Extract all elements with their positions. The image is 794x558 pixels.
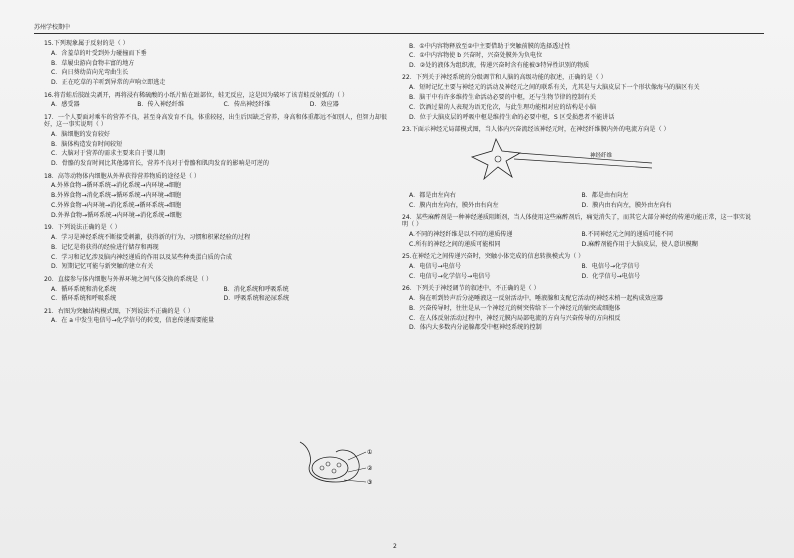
answer-option: C．膜内由左向右，膜外由右向左	[409, 201, 499, 209]
question-block	[402, 74, 754, 121]
neuron-fiber-label: 神经纤维	[590, 153, 613, 160]
question-stem: 21．右图为突触结构模式图，下列说法不正确的是（ ）	[44, 307, 194, 315]
answer-option: A．短时记忆主要与神经元的活动及神经元之间的联系有关，尤其是与大脑皮层下一个形状像海马的脑区有关	[409, 84, 700, 92]
question-block	[402, 43, 754, 70]
question-block	[44, 224, 396, 271]
answer-option: A．循环系统和消化系统	[51, 285, 117, 293]
question-stem: 24．某些麻醉剂是一种神经递质阻断剂，当人体使用这些麻醉剂后，痛觉消失了，而其它大部分神经的传递功能正常，这一事实说明（ ）	[402, 213, 752, 229]
answer-option: B．①中内容物释放至②中主要借助于突触前膜的选择透过性	[409, 42, 571, 50]
question-stem: 18．高等动物体内细胞从外界获得营养物质的途径是（ ）	[44, 172, 200, 180]
answer-option: D.麻醉剂能作用于大脑皮层，使人意识模糊	[581, 240, 698, 248]
question-stem: 23.下面示神经元局部模式图，当人体内兴奋流经该神经元时，在神经纤维膜内外的电流方向是（ ）	[402, 126, 670, 133]
question-block	[402, 285, 754, 332]
answer-option: A．都是由左向右	[409, 191, 456, 199]
answer-option: A．狗在听到铃声后分泌唾液这一反射活动中，唾液腺和支配它活动的神经末梢一起构成效应器	[409, 294, 664, 302]
answer-option: D．短期记忆可能与新突触的建立有关	[51, 263, 154, 271]
answer-option: D．位于大脑皮层的呼吸中枢是维持生命的必要中枢，S 区受损患者不能讲话	[409, 113, 615, 121]
question-stem: 22．下列关于神经系统的分级调节和人脑的高级功能的叙述，正确的是（ ）	[402, 74, 607, 82]
answer-option: C.所有的神经之间的递质可能相同	[409, 240, 501, 248]
answer-option: C．传出神经纤维	[223, 101, 271, 109]
answer-option: B．记忆是将获得的经验进行储存和再现	[51, 243, 159, 251]
answer-option: D．呼吸系统和泌尿系统	[223, 295, 290, 303]
answer-option: D．骨骼的发育时间比其他器官长，营养不良对于骨骼和肌肉发育的影响是可逆的	[51, 160, 269, 168]
question-block	[44, 276, 396, 303]
answer-option: C．循环系统和呼吸系统	[51, 295, 117, 303]
answer-option: D．体内大多数内分泌腺都受中枢神经系统的控制	[409, 324, 542, 332]
synapse-label-1: ①	[367, 449, 373, 456]
answer-option: B．脑干中有许多维持生命活动必要的中枢，还与生物节律的控制有关	[409, 94, 596, 102]
question-stem: 16.将青蛙后肢趾尖剥开，再将浸有稀硫酸的小纸片贴在趾部位，蛙无反应，这是因为破坏了该青蛙反射弧的（ ）	[44, 91, 349, 99]
answer-option-row	[44, 101, 396, 108]
answer-option-row	[402, 231, 754, 238]
answer-option-row	[44, 286, 396, 293]
answer-option: A．电信号→电信号	[409, 263, 461, 270]
answer-option: A.外界食物→循环系统→消化系统→内环境→细胞	[51, 182, 182, 190]
answer-option-row	[402, 273, 754, 280]
question-block	[402, 253, 754, 280]
right-column	[402, 40, 754, 337]
synapse-label-2: ②	[367, 465, 373, 472]
answer-option: D．效应器	[309, 101, 339, 109]
answer-option: C．向日葵幼苗向光弯曲生长	[51, 69, 129, 77]
answer-option-row	[402, 202, 754, 209]
answer-option: D.外界食物→循环系统→内环境→消化系统→细胞	[51, 211, 182, 219]
page-number: 2	[393, 543, 397, 550]
question-stem: 20．直接参与体内细胞与外界环境之间气体交换的系统是（ ）	[44, 275, 213, 283]
question-block	[402, 214, 754, 248]
answer-option: C．①中内容物使 b 兴奋时，兴奋处膜外为负电位	[409, 52, 543, 60]
answer-option: C．大脑对于营养的需求主要来自于婴儿期	[51, 150, 165, 158]
answer-option: A．感受器	[51, 101, 80, 109]
answer-option-row	[402, 263, 754, 270]
answer-option: B．草履虫游向食物丰富的地方	[51, 59, 135, 67]
question-block	[44, 114, 396, 168]
answer-option: A．脑细胞的发育较好	[51, 130, 111, 138]
answer-option: B.外界食物→消化系统→循环系统→内环境→细胞	[51, 192, 182, 200]
question-block	[44, 92, 396, 109]
answer-option: D．化学信号→电信号	[581, 272, 641, 280]
question-block	[44, 308, 396, 325]
neuron-diagram	[462, 137, 662, 189]
answer-option-row	[44, 295, 396, 302]
question-block	[44, 40, 396, 87]
answer-option: A．学习是神经系统不断接受刺激，获得新的行为、习惯和积累经验的过程	[51, 233, 251, 241]
answer-option-row	[402, 241, 754, 248]
page-header: 苏州学校期中	[34, 22, 764, 34]
answer-option: A．含羞草的叶受到外力碰撞而下垂	[51, 49, 147, 57]
answer-option: C.外界食物→内环境→消化系统→循环系统→细胞	[51, 202, 182, 209]
answer-option: A．在 a 中发生电信号→化学信号的转变，信息传递需要能量	[51, 317, 215, 325]
answer-option: B．电信号→化学信号	[581, 263, 640, 270]
answer-option: C．电信号→化学信号→电信号	[409, 272, 491, 280]
answer-option-row	[402, 192, 754, 199]
answer-option: B.不同神经元之间的递质可能不同	[581, 231, 673, 239]
left-column	[44, 40, 396, 330]
answer-option: D．膜内由右向左，膜外由左向右	[581, 201, 672, 209]
answer-option: D．②处的液体为组织液，传递兴奋时含有能被③特异性识别的物质	[409, 62, 590, 70]
answer-option: C．饮酒过量的人表现为语无伦次，与此生理功能相对应的结构是小脑	[409, 103, 597, 111]
answer-option: B．兴奋传导时，往往是从一个神经元的树突传给下一个神经元的轴突或细胞体	[409, 304, 621, 312]
question-stem: 26．下列关于神经调节的叙述中，不正确的是（ ）	[402, 285, 540, 293]
question-stem: 19．下列说法正确的是（ ）	[44, 224, 121, 232]
answer-option: B．消化系统和呼吸系统	[223, 285, 289, 293]
answer-option: C．在人体反射活动过程中，神经元膜内局部电流的方向与兴奋传导的方向相反	[409, 314, 621, 322]
synapse-diagram	[296, 438, 376, 488]
answer-option: B．都是由右向左	[581, 191, 629, 199]
answer-option: A.不同的神经纤维是以不同的递质传递	[409, 231, 513, 239]
answer-option: C．学习和记忆涉及脑内神经递质的作用以及某些种类蛋白质的合成	[51, 253, 232, 261]
answer-option: D．正在吃草的羊听到异常的声响立即逃走	[51, 79, 166, 87]
question-stem: 25.在神经元之间传递兴奋时，突触小体完成的信息转换模式为（ ）	[402, 253, 585, 261]
answer-option: B．脑体构造发育时间较短	[51, 140, 123, 148]
question-stem: 17．一个人要面对乘车的营养不良，甚至身高发育不良，体重较轻，出生后因缺乏营养，身高和体重都远不如别人，但智力却很好，这一事实说明（ ）	[44, 113, 387, 128]
answer-option: B．传入神经纤维	[137, 101, 185, 109]
question-block	[44, 173, 396, 220]
question-stem: 15.下列现象属于反射的是（ ）	[44, 40, 129, 47]
synapse-label-3: ③	[367, 479, 373, 486]
question-block	[402, 126, 754, 209]
